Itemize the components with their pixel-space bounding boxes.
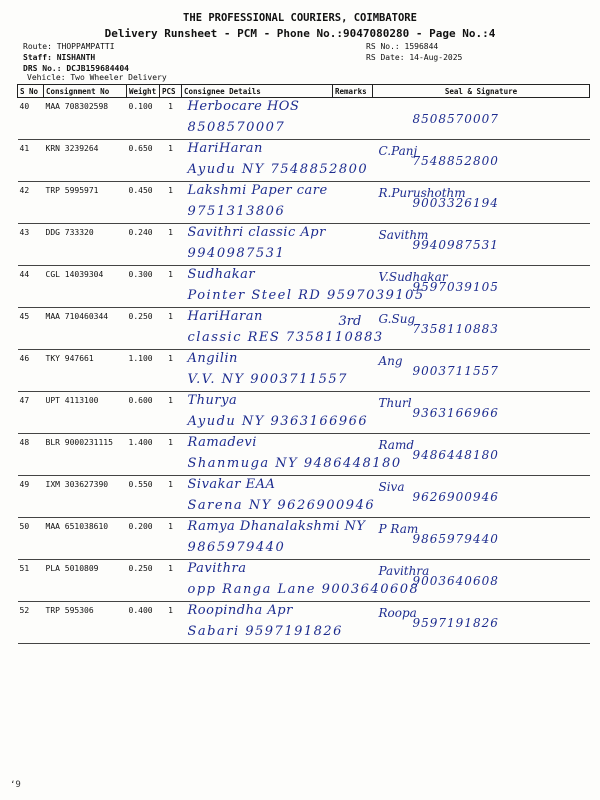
cell-weight: 0.400 <box>127 602 160 644</box>
col-signature: Seal & Signature <box>373 85 590 98</box>
cell-pcs: 1 <box>160 476 182 518</box>
cell-sno: 42 <box>18 182 44 224</box>
cell-pcs: 1 <box>160 140 182 182</box>
signature-phone: 9003326194 <box>412 196 499 210</box>
cell-consignment-no: MAA 708302598 <box>44 98 127 140</box>
cell-sno: 47 <box>18 392 44 434</box>
signature: Ang <box>378 354 403 368</box>
table-row <box>18 140 590 182</box>
cell-pcs: 1 <box>160 350 182 392</box>
consignee-name: Ramadevi <box>187 435 257 450</box>
cell-remarks <box>333 140 373 182</box>
cell-sno: 50 <box>18 518 44 560</box>
signature: C.Panj <box>378 144 418 158</box>
cell-weight: 0.450 <box>127 182 160 224</box>
cell-sno: 44 <box>18 266 44 308</box>
cell-weight: 1.100 <box>127 350 160 392</box>
cell-remarks <box>333 560 373 602</box>
cell-consignee-details <box>182 392 369 434</box>
signature: Pavithra <box>378 564 430 578</box>
signature-phone: 9940987531 <box>412 238 499 252</box>
cell-consignee-details <box>182 182 333 224</box>
staff-label: Staff: NISHANTH <box>23 53 96 62</box>
cell-seal-signature <box>373 140 590 182</box>
consignee-name: Savithri classic Apr <box>187 225 326 240</box>
cell-weight: 0.600 <box>127 392 160 434</box>
cell-consignment-no: MAA 710460344 <box>44 308 127 350</box>
col-weight: Weight <box>127 85 160 98</box>
cell-consignee-details <box>182 560 420 602</box>
cell-remarks <box>333 518 373 560</box>
cell-remarks <box>333 350 373 392</box>
consignee-address-phone: opp Ranga Lane 9003640608 <box>187 582 420 597</box>
cell-remarks <box>333 182 373 224</box>
signature: Savithm <box>378 228 429 242</box>
table-header-row <box>18 85 590 98</box>
cell-pcs: 1 <box>160 560 182 602</box>
cell-consignment-no: DDG 733320 <box>44 224 127 266</box>
signature: Siva <box>378 480 405 494</box>
cell-consignee-details <box>182 602 343 644</box>
table-row <box>18 182 590 224</box>
cell-seal-signature <box>373 266 590 308</box>
cell-consignment-no: PLA 5010809 <box>44 560 127 602</box>
cell-remarks <box>333 392 373 434</box>
cell-consignee-details <box>182 224 333 266</box>
cell-pcs: 1 <box>160 308 182 350</box>
col-remarks: Remarks <box>333 85 373 98</box>
signature: G.Sug <box>378 312 416 326</box>
cell-consignment-no: IXM 303627390 <box>44 476 127 518</box>
signature-phone: 7358110883 <box>412 322 499 336</box>
cell-sno: 46 <box>18 350 44 392</box>
cell-pcs: 1 <box>160 224 182 266</box>
signature-phone: 9626900946 <box>412 490 499 504</box>
signature: Ramd <box>378 438 415 452</box>
consignee-address-phone: 8508570007 <box>187 120 286 135</box>
cell-seal-signature <box>373 224 590 266</box>
cell-consignment-no: KRN 3239264 <box>44 140 127 182</box>
cell-sno: 49 <box>18 476 44 518</box>
cell-consignee-details <box>182 476 376 518</box>
cell-consignment-no: CGL 14039304 <box>44 266 127 308</box>
cell-pcs: 1 <box>160 182 182 224</box>
cell-remarks <box>333 224 373 266</box>
consignee-name: Sudhakar <box>187 267 256 282</box>
cell-seal-signature <box>373 560 590 602</box>
consignee-name: Herbocare HOS <box>187 99 300 114</box>
consignee-name: Lakshmi Paper care <box>187 183 328 198</box>
cell-remarks <box>333 476 373 518</box>
signature-phone: 8508570007 <box>412 112 499 126</box>
consignee-address-phone: 9751313806 <box>187 204 286 219</box>
cell-weight: 0.250 <box>127 308 160 350</box>
cell-sno: 43 <box>18 224 44 266</box>
signature-phone: 7548852800 <box>412 154 499 168</box>
signature-phone: 9597191826 <box>412 616 499 630</box>
cell-weight: 0.650 <box>127 140 160 182</box>
cell-weight: 0.240 <box>127 224 160 266</box>
cell-weight: 0.200 <box>127 518 160 560</box>
vehicle-label: Vehicle: Two Wheeler Delivery <box>27 73 167 82</box>
cell-seal-signature <box>373 602 590 644</box>
cell-remarks <box>333 602 373 644</box>
cell-pcs: 1 <box>160 392 182 434</box>
cell-remarks <box>333 434 373 476</box>
signature: P Ram <box>378 522 419 536</box>
cell-seal-signature <box>373 476 590 518</box>
cell-consignment-no: TKY 947661 <box>44 350 127 392</box>
cell-sno: 52 <box>18 602 44 644</box>
consignee-name: Sivakar EAA <box>187 477 276 492</box>
remark-text: 3rd <box>338 314 362 329</box>
col-consignee: Consignee Details <box>182 85 333 98</box>
signature-phone: 9865979440 <box>412 532 499 546</box>
table-row <box>18 266 590 308</box>
cell-seal-signature <box>373 98 590 140</box>
signature-phone: 9363166966 <box>412 406 499 420</box>
table-row <box>18 98 590 140</box>
cell-consignment-no: UPT 4113100 <box>44 392 127 434</box>
company-title: THE PROFESSIONAL COURIERS, COIMBATORE <box>183 12 417 24</box>
cell-remarks <box>333 98 373 140</box>
cell-remarks <box>333 308 373 350</box>
signature: V.Sudhakar <box>378 270 448 284</box>
cell-sno: 41 <box>18 140 44 182</box>
runsheet-table <box>17 84 590 644</box>
col-consignment: Consignment No <box>44 85 127 98</box>
table-row <box>18 602 590 644</box>
cell-seal-signature <box>373 434 590 476</box>
consignee-name: Roopindha Apr <box>187 603 293 618</box>
cell-consignment-no: TRP 5995971 <box>44 182 127 224</box>
cell-weight: 0.250 <box>127 560 160 602</box>
consignee-address-phone: Pointer Steel RD 9597039105 <box>187 288 425 303</box>
cell-weight: 1.400 <box>127 434 160 476</box>
consignee-address-phone: 9940987531 <box>187 246 286 261</box>
cell-seal-signature <box>373 350 590 392</box>
cell-pcs: 1 <box>160 518 182 560</box>
drs-label: DRS No.: DCJB159684404 <box>23 64 129 73</box>
consignee-name: Angilin <box>187 351 238 366</box>
cell-consignment-no: BLR 9000231115 <box>44 434 127 476</box>
cell-consignee-details <box>182 350 348 392</box>
runsheet-subtitle: Delivery Runsheet - PCM - Phone No.:9047080280 - Page No.:4 <box>104 27 496 40</box>
cell-pcs: 1 <box>160 266 182 308</box>
cell-seal-signature <box>373 518 590 560</box>
table-row <box>18 308 590 350</box>
signature: Roopa <box>378 606 417 620</box>
consignee-address-phone: Shanmuga NY 9486448180 <box>187 456 402 471</box>
consignee-name: HariHaran <box>187 141 263 156</box>
consignee-name: Ramya Dhanalakshmi NY <box>187 519 366 534</box>
cell-consignment-no: TRP 595306 <box>44 602 127 644</box>
cell-seal-signature <box>373 182 590 224</box>
table-row <box>18 392 590 434</box>
cell-consignee-details <box>182 98 333 140</box>
signature-phone: 9597039105 <box>412 280 499 294</box>
cell-pcs: 1 <box>160 434 182 476</box>
cell-sno: 45 <box>18 308 44 350</box>
cell-consignee-details <box>182 518 366 560</box>
table-row <box>18 434 590 476</box>
cell-seal-signature <box>373 308 590 350</box>
signature: R.Purushothm <box>378 186 466 200</box>
table-row <box>18 224 590 266</box>
cell-weight: 0.100 <box>127 98 160 140</box>
cell-consignment-no: MAA 651038610 <box>44 518 127 560</box>
cell-weight: 0.300 <box>127 266 160 308</box>
consignee-address-phone: Sabari 9597191826 <box>187 624 343 639</box>
rs-date: RS Date: 14-Aug-2025 <box>366 53 463 62</box>
cell-pcs: 1 <box>160 98 182 140</box>
signature-phone: 9003711557 <box>412 364 499 378</box>
signature-phone: 9003640608 <box>412 574 499 588</box>
footer-mark: ʻ9 <box>10 780 21 790</box>
cell-weight: 0.550 <box>127 476 160 518</box>
table-row <box>18 518 590 560</box>
table-row <box>18 350 590 392</box>
consignee-address-phone: Ayudu NY 9363166966 <box>187 414 369 429</box>
cell-pcs: 1 <box>160 602 182 644</box>
table-row <box>18 560 590 602</box>
consignee-address-phone: Sarena NY 9626900946 <box>187 498 376 513</box>
cell-sno: 40 <box>18 98 44 140</box>
col-sno: S No <box>18 85 44 98</box>
cell-consignee-details <box>182 140 369 182</box>
consignee-name: Thurya <box>187 393 238 408</box>
consignee-address-phone: classic RES 7358110883 <box>187 330 384 345</box>
cell-sno: 51 <box>18 560 44 602</box>
cell-seal-signature <box>373 392 590 434</box>
consignee-name: HariHaran <box>187 309 263 324</box>
consignee-address-phone: V.V. NY 9003711557 <box>187 372 348 387</box>
cell-sno: 48 <box>18 434 44 476</box>
table-row <box>18 476 590 518</box>
consignee-name: Pavithra <box>187 561 247 576</box>
cell-remarks <box>333 266 373 308</box>
consignee-address-phone: 9865979440 <box>187 540 286 555</box>
col-pcs: PCS <box>160 85 182 98</box>
signature: Thurl <box>378 396 412 410</box>
rs-number: RS No.: 1596844 <box>366 42 439 51</box>
consignee-address-phone: Ayudu NY 7548852800 <box>187 162 369 177</box>
signature-phone: 9486448180 <box>412 448 499 462</box>
route-label: Route: THOPPAMPATTI <box>23 42 115 51</box>
